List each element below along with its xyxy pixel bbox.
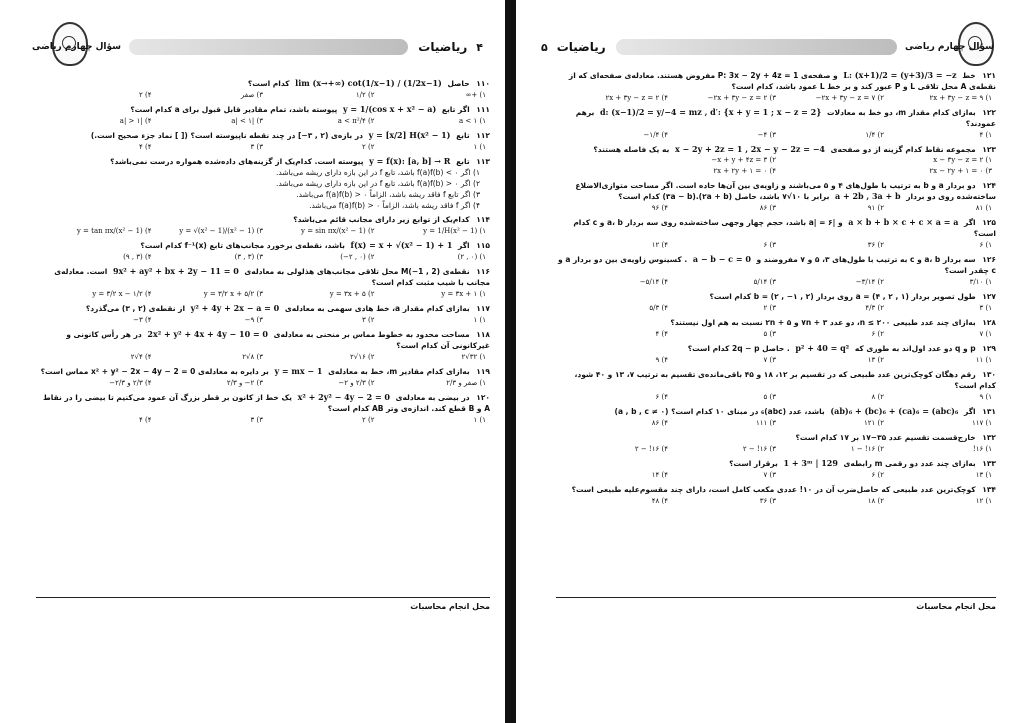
question-tail: در هر رأس کانونی و غیرکانونی آن کدام است؟ <box>66 330 490 350</box>
answer-option[interactable]: ۳) ۵ <box>763 393 776 401</box>
answer-option[interactable]: ۲) ۲x + ۳y − z = ۷− <box>815 94 884 102</box>
answer-option[interactable]: ۴) (۳ , ۹) <box>123 253 152 261</box>
question-text <box>556 254 996 276</box>
question-formula: 2x² + y² + 4x + 4y − 10 = 0 <box>147 329 268 339</box>
answer-option[interactable]: ۱) y = ۳x + ۱ <box>441 290 486 298</box>
question-stem: در بیضی به معادله‌ی <box>395 393 470 402</box>
options-row <box>556 129 996 141</box>
question-tail: پیوسته باشد، تمام مقادیر قابل قبول برای a کدام است؟ <box>130 105 338 114</box>
answer-option[interactable]: ۴) ۹۶ <box>651 204 668 212</box>
answer-option[interactable]: ۳) ۵/۱۴ <box>753 278 776 286</box>
question-number: ۱۱۶ <box>476 267 490 276</box>
question-number: ۱۲۲ <box>982 108 996 117</box>
answer-option[interactable]: ۱) +∞ <box>465 91 486 99</box>
question-text <box>36 104 490 115</box>
question-tail: و صفحه‌ی P: 3x − 2y + 4z = 1 مفروض هستند. معادله‌ی صفحه‌ای که از نقطه‌ی A محل تلاقی L و P عبور کند و بر خط L عمود باشد، کدام است؟ <box>568 71 996 91</box>
question-number: ۱۱۵ <box>476 241 490 250</box>
question <box>556 458 996 481</box>
answer-option[interactable]: ۳) y = √(x² − 1)/(x² − 1) <box>179 227 263 235</box>
answer-option[interactable]: ۱) ۱۶! <box>972 445 992 453</box>
question-tail: باشد، عدد (abc)₆ در مبنای ۱۰ کدام است؟ (a , b , c ≠ ۰) <box>614 407 825 416</box>
answer-option[interactable]: ۴) ۲x + ۲y + ۱ = ۰ <box>713 167 776 175</box>
question-text <box>36 366 490 377</box>
question <box>556 144 996 177</box>
question-number: ۱۳۰ <box>982 370 996 379</box>
answer-option[interactable]: ۳) y = ۳/۲ x + ۵/۲ <box>203 290 263 298</box>
options-row <box>556 495 996 507</box>
options-row <box>556 469 996 481</box>
answer-option[interactable]: ۱) ۳/۱۰ <box>969 278 992 286</box>
question-text <box>556 107 996 129</box>
question <box>556 343 996 366</box>
answer-option[interactable]: ۲) ۶ <box>871 471 884 479</box>
question-number: ۱۲۴ <box>982 181 996 190</box>
question <box>556 406 996 429</box>
answer-option[interactable]: ۳) اگر تابع f فاقد ریشه باشد، الزاماً f(a)f(b) > ۰ می‌باشد. <box>296 190 480 199</box>
answer-option[interactable]: ۲) ۶ <box>871 330 884 338</box>
question-text <box>36 130 490 141</box>
answer-option[interactable]: ۳) ۸۶ <box>759 204 776 212</box>
answer-option[interactable]: ۱) ۱ <box>473 416 486 424</box>
answer-option[interactable]: ۴) ۴ <box>655 330 668 338</box>
question-stem: دو بردار a و b به ترتیب با طول‌های ۴ و ۵ می‌باشند و زاویه‌ی بین آن‌ها حاده است. اگر مساحت متوازی‌الاضلاع ساخته‌شده روی دو بردار <box>575 181 996 201</box>
question-text <box>36 78 490 89</box>
answer-option[interactable]: ۳) ۷ <box>763 356 776 364</box>
question-number: ۱۲۹ <box>982 344 996 353</box>
answer-option[interactable]: ۳) (۳ , ۳) <box>234 253 263 261</box>
question-text <box>556 369 996 391</box>
question-text <box>556 180 996 202</box>
answer-option[interactable]: ۱) x − ۳y − z = ۲ <box>933 156 992 164</box>
answer-option[interactable]: ۲) ۲/۳ و ۲− <box>338 379 375 387</box>
question-stem: اگر <box>964 218 976 227</box>
header-bar <box>616 39 897 55</box>
question-list <box>36 78 490 429</box>
question-tail: بر دایره به معادله‌ی x² + y² − 2x − 4y − 2 = 0 مماس است؟ <box>40 367 269 376</box>
question-formula: lim (x→+∞) cot(1/x−1) / (1/2x−1) <box>295 78 442 88</box>
question <box>36 240 490 263</box>
question <box>556 317 996 340</box>
answer-option[interactable]: ۱) ۶ <box>979 241 992 249</box>
question-stem: حاصل <box>447 79 470 88</box>
answer-option[interactable]: ۳) صفر <box>240 91 263 99</box>
answer-option[interactable]: ۲) ۲ <box>362 416 375 424</box>
question-number: ۱۱۸ <box>476 330 490 339</box>
question-tail: در بازه‌ی (۲ , ۳−] در چند نقطه ناپیوسته است؟ ([ ] نماد جزء صحیح است.) <box>90 131 364 140</box>
question-stem: مساحت محدود به خطوط مماس بر منحنی به معادله‌ی <box>273 330 470 339</box>
question <box>556 369 996 403</box>
answer-option[interactable]: ۳) ۵ <box>763 330 776 338</box>
question <box>556 180 996 214</box>
question-text <box>556 217 996 239</box>
answer-option[interactable]: ۴) y = tan πx/(x² − 1) <box>76 227 152 235</box>
question-stem: طول تصویر بردار (۱ , ۲ , ۴) = a روی بردار (۲ , ۱− , ۲) = b کدام است؟ <box>709 292 976 301</box>
question-formula: a × b + b × c + c × a = a <box>848 217 959 227</box>
options-row <box>556 391 996 403</box>
question-number: ۱۲۵ <box>982 218 996 227</box>
answer-option[interactable]: ۳) ۱۱۱ <box>755 419 776 427</box>
answer-option[interactable]: ۴) ۲/۳ و ۲/۳− <box>109 379 152 387</box>
question-text <box>36 156 490 167</box>
options-row <box>556 443 996 455</box>
question-text <box>556 343 996 354</box>
answer-option[interactable]: ۴) ۱۲ <box>651 241 668 249</box>
question <box>556 291 996 314</box>
subject-title: ریاضیات <box>556 40 606 54</box>
question-text <box>556 406 996 417</box>
answer-option[interactable]: ۲) ۳ <box>362 316 375 324</box>
question-number: ۱۲۱ <box>982 71 996 80</box>
question-tail: . کسینوس زاویه‌ی بین دو بردار a و c چقدر است؟ <box>558 255 996 275</box>
page-header <box>538 36 998 58</box>
question <box>556 432 996 455</box>
options-row <box>556 239 996 251</box>
answer-option[interactable]: ۴) ۲ <box>139 91 152 99</box>
answer-option[interactable]: ۴) |a| > ۱ <box>119 117 152 125</box>
answer-option[interactable]: ۱) ۱۲ <box>975 497 992 505</box>
question <box>36 130 490 153</box>
question-text <box>36 329 490 351</box>
answer-option[interactable]: ۴) ۱۴ <box>651 471 668 479</box>
answer-option[interactable]: ۳) ۲− و ۲/۳ <box>226 379 263 387</box>
left-page <box>0 0 505 723</box>
question-stem: به‌ازای کدام مقدار a، خط هادی سهمی به معادله‌ی <box>284 304 470 313</box>
question <box>36 266 490 300</box>
answer-option[interactable]: ۳) ۸√۲ <box>242 353 263 361</box>
question-tail: از نقطه‌ی (۲ , ۳) می‌گذرد؟ <box>85 304 186 313</box>
options-row <box>36 225 490 237</box>
answer-option[interactable]: ۳) |a| < ۱ <box>231 117 263 125</box>
question-stem: مجموعه نقاط کدام گزینه از دو صفحه‌ی <box>830 145 976 154</box>
question-tail: است. معادله‌ی مجانب با شیب مثبت کدام است؟ <box>54 267 490 287</box>
answer-option[interactable]: ۲) ۹۱ <box>867 204 884 212</box>
answer-option[interactable]: ۳) ۱۶! − ۲ <box>742 445 776 453</box>
answer-option[interactable]: ۳) ۳۶ <box>759 497 776 505</box>
question-formula: d: (x−1)/2 = y/−4 = mz , d′: {x + y = 1 ; x − z = 2} <box>599 107 822 117</box>
question-formula: 1 + 3ᵐ | 129 <box>783 458 838 468</box>
answer-option[interactable]: ۴) ۴√۲ <box>130 353 152 361</box>
question-text <box>36 266 490 288</box>
question-formula: y = mx − 1 <box>274 366 323 376</box>
answer-option[interactable]: ۱) a < ۱ <box>459 117 486 125</box>
options-row <box>36 288 490 300</box>
answer-option[interactable]: ۱) اگر f(a)f(b) < ۰ باشد، تابع f در این بازه دارای ریشه می‌باشد. <box>276 168 480 177</box>
answer-option[interactable]: ۴) اگر f فاقد ریشه باشد، الزاماً f(a)f(b) > ۰ می‌باشد. <box>309 201 480 210</box>
question-text <box>556 317 996 328</box>
question-text <box>36 392 490 414</box>
answer-option[interactable]: ۳) ۴− <box>757 131 776 139</box>
question-stem: نقطه‌ی M(−1 , 2) محل تلاقی مجانب‌های هذلولی به معادله‌ی <box>244 267 470 276</box>
question-number: ۱۳۴ <box>982 485 996 494</box>
answer-option[interactable]: ۱) ۱ <box>473 143 486 151</box>
options-row <box>556 92 996 104</box>
answer-option[interactable]: ۴) ۲x + ۳y − z = ۲ <box>605 94 668 102</box>
question-formula: x − 2y + 2z = 1 , 2x − y − 2z = −4 <box>674 144 825 154</box>
question-tail: پیوسته است. کدام‌یک از گزینه‌های داده‌شده همواره درست نمی‌باشد؟ <box>110 157 364 166</box>
options-row <box>556 276 996 288</box>
answer-option[interactable]: ۱) ۲x + ۳y − z = ۹ <box>929 94 992 102</box>
page-number: ۴ <box>476 40 483 54</box>
question-number: ۱۲۷ <box>982 292 996 301</box>
question <box>556 107 996 141</box>
options-row <box>36 414 490 426</box>
subject-title: ریاضیات <box>418 40 468 54</box>
question-tail: کدام است؟ <box>247 79 290 88</box>
question-number: ۱۱۷ <box>476 304 490 313</box>
question-stem: به‌ازای کدام مقادیر m، خط به معادله‌ی <box>328 367 470 376</box>
question-formula: y = f(x): [a, b] → R <box>369 156 451 166</box>
scratch-area-label: محل انجام محاسبات <box>36 597 490 611</box>
question-stem: تابع <box>456 157 470 166</box>
answer-option[interactable]: ۳) ۹− <box>244 316 263 324</box>
question-stem: رقم دهگان کوچک‌ترین عدد طبیعی که در تقسیم بر ۱۲، ۱۸ و ۴۵ باقی‌مانده‌ی تقسیم به ترتیب ۷، ۱۳ و ۴۰ شود، کدام است؟ <box>574 370 996 390</box>
answer-option[interactable]: ۴) ۳− <box>133 316 152 324</box>
answer-option[interactable]: ۱) ۱۱ <box>975 356 992 364</box>
question-formula: y² + 4y + 2x − a = 0 <box>190 303 280 313</box>
question-stem: p و q دو عدد اول‌اند به طوری که <box>854 344 976 353</box>
answer-option[interactable]: ۴) ۴ <box>139 143 152 151</box>
question-number: ۱۲۰ <box>476 393 490 402</box>
right-page <box>516 0 1024 723</box>
question <box>36 104 490 127</box>
answer-option[interactable]: ۴) ۶ <box>655 393 668 401</box>
question-stem: به‌ازای چند عدد دو رقمی m رابطه‌ی <box>843 459 976 468</box>
answer-option[interactable]: ۲) ۱۶! − ۱ <box>850 445 884 453</box>
answer-option[interactable]: ۴) ۵/۱۴− <box>639 278 668 286</box>
question-tail: باشد، نقطه‌ی برخورد مجانب‌های تابع f⁻¹(x) کدام است؟ <box>140 241 345 250</box>
question <box>556 254 996 288</box>
options-row <box>556 328 996 340</box>
options-row <box>36 251 490 263</box>
question-formula: L: (x+1)/2 = (y+3)/3 = −z <box>843 70 957 80</box>
answer-option[interactable]: ۴) ۴۸ <box>651 497 668 505</box>
answer-option[interactable]: ۱) ۱ <box>473 316 486 324</box>
options-row <box>36 141 490 153</box>
question <box>556 217 996 251</box>
answer-option[interactable]: ۴) y = ۳/۲ x − ۱/۲ <box>92 290 152 298</box>
answer-option[interactable]: ۲) x + y + ۴z = ۳− <box>711 156 776 164</box>
question-formula: 9x² + ay² + bx + 2y − 11 = 0 <box>112 266 239 276</box>
exam-title: سؤال چهارم ریاضی <box>905 42 994 52</box>
answer-option[interactable]: ۱) ۸۱ <box>975 204 992 212</box>
answer-option[interactable]: ۳) ۷ <box>763 471 776 479</box>
question-stem: به‌ازای چند عدد طبیعی n ≤ ۲۰۰، دو عدد ۳ + ۷n و ۵ + ۲n نسبت به هم اول نیستند؟ <box>670 318 976 327</box>
answer-option[interactable]: ۲) ۱۳ <box>867 356 884 364</box>
question-formula: f(x) = x + √(x² − 1) + 1 <box>350 240 453 250</box>
answer-option[interactable]: ۱) ۱۱۷ <box>971 419 992 427</box>
question-text <box>36 214 490 225</box>
question-stem: کدام‌یک از توابع زیر دارای مجانب قائم می‌باشد؟ <box>293 215 470 224</box>
answer-option[interactable]: ۲) ۱۸ <box>867 497 884 505</box>
question-stem: اگر <box>964 407 976 416</box>
answer-option[interactable]: ۴) ۸۶ <box>651 419 668 427</box>
question-formula: (ab)₆ + (bc)₆ + (ca)₆ = (abc)₆ <box>830 406 959 416</box>
question-number: ۱۳۲ <box>982 433 996 442</box>
answer-option[interactable]: ۴) ۵/۳ <box>649 304 668 312</box>
page-number: ۵ <box>541 40 548 54</box>
question-formula: p² + 40 = q² <box>795 343 850 353</box>
options-row <box>36 115 490 127</box>
question-number: ۱۲۳ <box>982 145 996 154</box>
options-row <box>556 302 996 314</box>
question-number: ۱۱۲ <box>476 131 490 140</box>
answer-option[interactable]: ۴) ۱۶! − ۲ <box>634 445 668 453</box>
answer-option[interactable]: ۲) y = sin πx/(x² − 1) <box>301 227 375 235</box>
question-text <box>556 458 996 469</box>
answer-option[interactable]: ۳) ۳ <box>250 416 263 424</box>
question <box>36 156 490 211</box>
question-text <box>556 70 996 92</box>
question-text <box>36 303 490 314</box>
question-formula: x² + 2y² − 4y − 2 = 0 <box>297 392 390 402</box>
question-number: ۱۱۹ <box>476 367 490 376</box>
answer-option[interactable]: ۲) ۳۶ <box>867 241 884 249</box>
options-row <box>36 377 490 389</box>
answer-option[interactable]: ۱) ۹ <box>979 393 992 401</box>
question <box>556 70 996 104</box>
question-text <box>556 432 996 443</box>
question-tail: و |a| = ۶ باشد، حجم چهار وجهی ساخته‌شده روی سه بردار a، b و c کدام است؟ <box>573 218 996 238</box>
question-stem: اگر <box>458 241 470 250</box>
exam-title: سؤال چهارم ریاضی <box>32 42 121 52</box>
question-formula: y = 1/(cos x + x² − a) <box>342 104 437 114</box>
question <box>36 78 490 101</box>
question-tail: برابر با ۱۰√۷ باشد، حاصل (۲a + b).(۳a − b) کدام است؟ <box>618 192 830 201</box>
options-row <box>556 202 996 214</box>
answer-option[interactable]: ۲) y = ۳x + ۵ <box>329 290 375 298</box>
scratch-area-label: محل انجام محاسبات <box>556 597 996 611</box>
header-bar <box>129 39 408 55</box>
answer-option[interactable]: ۲) ۱۲۱ <box>863 419 884 427</box>
page-header <box>28 36 486 58</box>
book-spine <box>505 0 516 723</box>
answer-option[interactable]: ۱) ۳۲√۲ <box>461 353 486 361</box>
answer-option[interactable]: ۱) (۰ , ۲) <box>457 253 486 261</box>
question-number: ۱۱۰ <box>476 79 490 88</box>
question-formula: a + 2b , 3a + b <box>835 191 901 201</box>
question-tail: یک خط از کانون بر قطر بزرگ آن عمود می‌کنیم تا بیضی را در نقاط A و B قطع کند. اندازه‌ی وتر AB کدام است؟ <box>42 393 490 413</box>
question-text <box>556 291 996 302</box>
question-tail: به یک فاصله هستند؟ <box>593 145 670 154</box>
answer-option[interactable]: ۳) ۶ <box>763 241 776 249</box>
answer-option[interactable]: ۳) ۲x + ۳y − z = ۲− <box>707 94 776 102</box>
question-tail: برقرار است؟ <box>729 459 778 468</box>
question-stem: تابع <box>456 131 470 140</box>
question-formula: y = [x/2] H(x² − 1) <box>368 130 451 140</box>
answer-option[interactable]: ۱) ۱۳ <box>975 471 992 479</box>
question-number: ۱۱۴ <box>476 215 490 224</box>
question-number: ۱۱۳ <box>476 157 490 166</box>
answer-option[interactable]: ۲) a < π²/۴ <box>337 117 375 125</box>
answer-option[interactable]: ۲) ۱/۴ <box>865 131 884 139</box>
question-text <box>36 240 490 251</box>
question-tail: . حاصل 2q − p کدام است؟ <box>687 344 790 353</box>
answer-option[interactable]: ۳) ۲x − ۲y + ۱ = ۰ <box>929 167 992 175</box>
question <box>36 329 490 363</box>
question <box>36 366 490 389</box>
question-number: ۱۱۱ <box>476 105 490 114</box>
question <box>556 484 996 507</box>
question-stem: خط <box>962 71 976 80</box>
answer-option[interactable]: ۱) صفر و ۲/۳ <box>446 379 486 387</box>
options-row <box>556 354 996 366</box>
answer-option[interactable]: ۱) ۷ <box>979 330 992 338</box>
question-stem: سه بردار a، b و c به ترتیب با طول‌های ۳، ۵ و ۷ مفروضند و <box>756 255 976 264</box>
question <box>36 392 490 426</box>
question-number: ۱۳۱ <box>982 407 996 416</box>
question-stem: خارج‌قسمت تقسیم عدد ۳۵−۱۷ بر ۱۷ کدام است؟ <box>795 433 976 442</box>
options-row <box>556 155 996 177</box>
options-row <box>556 417 996 429</box>
options-row <box>36 314 490 326</box>
question-number: ۱۲۶ <box>982 255 996 264</box>
answer-option[interactable]: ۳) ۲ <box>763 304 776 312</box>
answer-option[interactable]: ۲) ۴/۳ <box>865 304 884 312</box>
question-formula: a − b − c = 0 <box>692 254 751 264</box>
answer-option[interactable]: ۲) ۱/۲ <box>355 91 375 99</box>
answer-option[interactable]: ۱) ۳ <box>979 304 992 312</box>
question <box>36 303 490 326</box>
answer-option[interactable]: ۴) ۴ <box>139 416 152 424</box>
options-row <box>36 351 490 363</box>
options-row <box>36 89 490 101</box>
question-text <box>556 484 996 495</box>
answer-option[interactable]: ۳) ۳ <box>250 143 263 151</box>
question-stem: به‌ازای کدام مقدار m، دو خط به معادلات <box>826 108 976 117</box>
question <box>36 214 490 237</box>
answer-option[interactable]: ۴) ۹ <box>655 356 668 364</box>
question-tail: برهم عمودند؟ <box>575 108 996 128</box>
answer-option[interactable]: ۱) y = 1/H(x² − 1) <box>423 227 486 235</box>
question-stem: کوچک‌ترین عدد طبیعی که حاصل‌ضرب آن در ۱۰! عددی مکعب کامل است، دارای چند مقسوم‌علیه طبیعی است؟ <box>571 485 976 494</box>
answer-option[interactable]: ۲) ۳/۱۴− <box>855 278 884 286</box>
question-text <box>556 144 996 155</box>
answer-option[interactable]: ۲) (۰ , ۲−) <box>340 253 375 261</box>
answer-option[interactable]: ۲) ۱۶√۲ <box>350 353 375 361</box>
answer-option[interactable]: ۲) ۲ <box>362 143 375 151</box>
answer-option[interactable]: ۱) ۴ <box>979 131 992 139</box>
answer-option[interactable]: ۲) ۸ <box>871 393 884 401</box>
question-stem: اگر تابع <box>441 105 470 114</box>
answer-option[interactable]: ۲) اگر f(a)f(b) > ۰ باشد، تابع f در این بازه دارای ریشه می‌باشد. <box>276 179 480 188</box>
answer-option[interactable]: ۴) ۱/۴− <box>643 131 668 139</box>
question-number: ۱۲۸ <box>982 318 996 327</box>
question-list <box>556 70 996 510</box>
question-number: ۱۳۳ <box>982 459 996 468</box>
